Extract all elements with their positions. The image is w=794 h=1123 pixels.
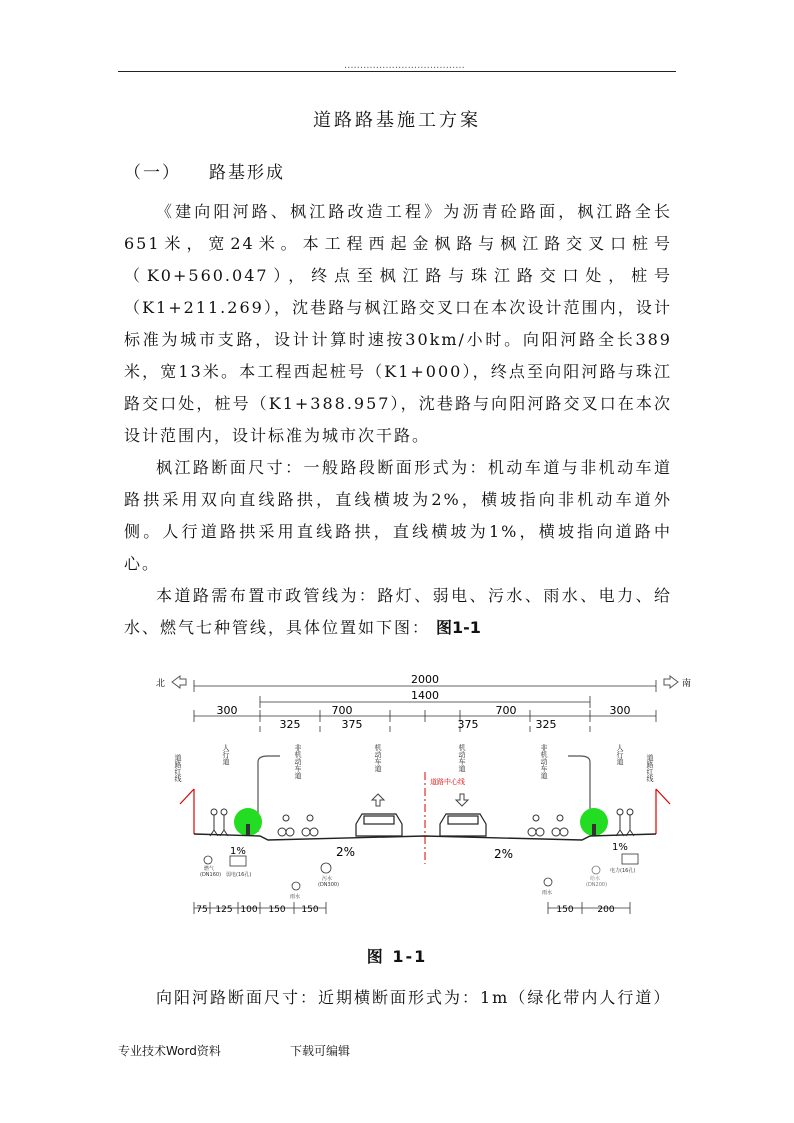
pipe-label: 雨水	[542, 890, 553, 896]
paragraph-text: 本道路需布置市政管线为：路灯、弱电、污水、雨水、电力、给水、燃气七种管线，具体位置如下图：	[124, 586, 672, 637]
cyclist-icon	[278, 828, 286, 836]
section-title: 路基形成	[209, 163, 285, 183]
rain-pipe-icon	[544, 878, 552, 886]
pipe-label: 弱电(16孔)	[226, 872, 252, 878]
lane-label: 机动车道	[374, 744, 382, 772]
paragraph-4	[124, 982, 672, 1014]
paragraph-text: 向阳河路断面尺寸：近期横断面形式为：1m（绿化带内人行道）	[156, 988, 672, 1007]
red-line-label-left: 道路红线	[174, 754, 182, 782]
dim-bottom: 125	[215, 905, 233, 915]
water-pipe-icon	[592, 866, 600, 874]
dir-north-label: 北	[156, 679, 166, 689]
cyclist-icon	[528, 828, 536, 836]
rain-pipe-icon	[292, 882, 300, 890]
footer-left: 专业技术Word资料	[118, 1044, 221, 1058]
dim-seg: 375	[341, 718, 363, 731]
pedestrian-icon	[617, 809, 623, 815]
pipe-label: (DN160)	[200, 872, 222, 878]
centerline-label: 道路中心线	[430, 778, 465, 786]
power-duct-icon	[622, 854, 638, 864]
road-cross-section-figure	[150, 664, 695, 926]
dim-total: 2000	[411, 673, 439, 686]
paragraph-2	[124, 452, 672, 580]
red-line-left	[180, 789, 194, 804]
pipe-label: 给水	[590, 876, 601, 882]
footer-right: 下载可编辑	[290, 1044, 351, 1058]
lane-label: 非机动车道	[540, 744, 548, 779]
lane-label: 人行道	[616, 744, 624, 765]
red-line-label-right: 道路红线	[646, 754, 654, 782]
arrow-up-icon	[456, 794, 468, 806]
dim-bottom: 150	[268, 905, 286, 915]
pipe-label: (DN300)	[318, 882, 340, 888]
dim-seg: 300	[216, 704, 238, 717]
dim-bottom: 150	[556, 905, 574, 915]
dim-bottom: 100	[240, 905, 258, 915]
pipe-label: (DN200)	[586, 882, 608, 888]
lane-label: 非机动车道	[294, 744, 302, 779]
dim-seg: 325	[279, 718, 301, 731]
paragraph-1	[124, 196, 672, 452]
pipe-label: 雨水	[290, 894, 301, 900]
arrow-down-icon	[372, 794, 384, 806]
pipe-label: 电力(16孔)	[610, 868, 636, 874]
slope-left: 2%	[336, 845, 356, 859]
dim-seg: 700	[495, 704, 517, 717]
pipe-label: 燃气	[204, 866, 215, 872]
red-line-right	[656, 789, 670, 804]
sewage-pipe-icon	[321, 863, 331, 873]
dim-bottom: 150	[301, 905, 319, 915]
section-heading	[124, 158, 285, 183]
pedestrian-icon	[211, 809, 217, 815]
dim-inner: 1400	[411, 689, 439, 702]
paragraph-text: 《建向阳河路、枫江路改造工程》为沥青砼路面，枫江路全长651米，宽24米。本工程西起金枫路与枫江路交叉口桩号（K0+560.047），终点至枫江路与珠江路交口处，桩号（K1+211.269），沈巷路与枫江路交叉口在本次设计范围内，设计标准为城市支路，设计计算时速按30km/小时。向阳河路全长389米，宽13米。本工程西起桩号（K1+000），终点至向阳河路与珠江路交口处，桩号（K1+388.957），沈巷路与向阳河路交叉口在本次设计范围内，设计标准为城市次干路。	[124, 202, 672, 445]
dim-seg: 325	[535, 718, 557, 731]
slope-right: 2%	[494, 847, 514, 861]
slope-sidewalk-left: 1%	[230, 846, 246, 857]
gas-pipe-icon	[204, 856, 212, 864]
paragraph-text: 枫江路断面尺寸：一般路段断面形式为：机动车道与非机动车道路拱采用双向直线路拱，直线横坡为2%，横坡指向非机动车道外侧。人行道路拱采用直线路拱，直线横坡为1%，横坡指向道路中心。	[124, 458, 672, 573]
slope-sidewalk-right: 1%	[612, 842, 628, 853]
paragraph-3	[124, 580, 672, 644]
lane-label: 人行道	[222, 744, 230, 765]
header-dots: ......................................	[344, 60, 465, 71]
figure-reference: 图1-1	[436, 618, 481, 637]
lane-label: 机动车道	[458, 744, 466, 772]
section-number: （一）	[124, 163, 181, 183]
telecom-duct-icon	[230, 856, 246, 866]
dir-south-label: 南	[682, 679, 692, 689]
dim-seg: 300	[609, 704, 631, 717]
arrow-right-icon	[664, 676, 678, 688]
dim-seg: 700	[331, 704, 353, 717]
page-title: 道路路基施工方案	[313, 110, 481, 131]
dim-seg: 375	[457, 718, 479, 731]
dim-bottom: 200	[597, 905, 615, 915]
arrow-left-icon	[172, 676, 186, 688]
dim-bottom: 75	[196, 905, 208, 915]
pipe-label: 污水	[322, 876, 333, 882]
figure-caption: 图 1-1	[366, 947, 428, 966]
header-rule	[118, 71, 676, 72]
